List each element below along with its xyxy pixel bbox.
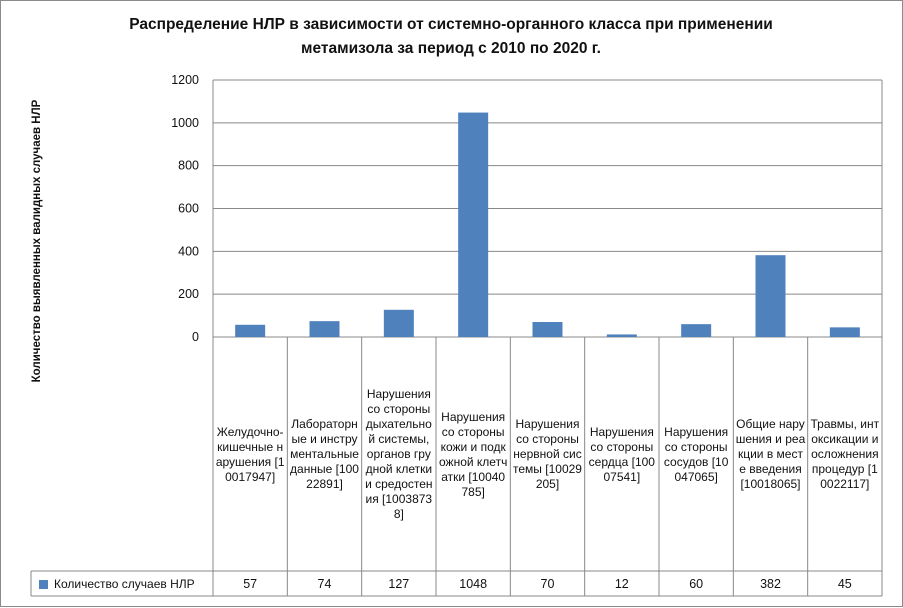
data-label: 70 bbox=[540, 577, 555, 591]
data-label: 74 bbox=[317, 577, 332, 591]
legend-swatch bbox=[39, 580, 48, 589]
x-tick-label: Нарушения со стороны кожи и подкожной клетчатки [10040785] bbox=[439, 409, 508, 499]
x-tick-label: Нарушения со стороны сердца [10007541] bbox=[588, 424, 655, 484]
legend-entry bbox=[31, 572, 213, 596]
data-label: 45 bbox=[837, 577, 852, 591]
bar bbox=[458, 113, 488, 337]
data-label: 60 bbox=[689, 577, 704, 591]
bar bbox=[830, 327, 860, 337]
y-tick-label: 600 bbox=[178, 201, 199, 216]
x-tick-label: Нарушения со стороны дыхательной системы, органов грудной клетки и средостения [10038738] bbox=[365, 387, 433, 521]
y-tick-label: 1000 bbox=[171, 115, 199, 130]
bar bbox=[756, 255, 786, 337]
data-label: 57 bbox=[243, 577, 258, 591]
bar bbox=[235, 325, 265, 337]
data-label: 1048 bbox=[459, 577, 488, 591]
y-axis-label-text: Количество выявленных валидных случаев НЛР bbox=[31, 99, 43, 383]
y-tick-label: 800 bbox=[178, 158, 199, 173]
data-label: 12 bbox=[614, 577, 629, 591]
x-tick-label: Нарушения со стороны нервной системы [10029205] bbox=[513, 417, 582, 491]
y-tick-label: 400 bbox=[178, 244, 199, 259]
y-tick-label: 0 bbox=[192, 330, 199, 344]
bar bbox=[533, 322, 563, 337]
x-tick-label: Лабораторные и инструментальные данные [10022891] bbox=[290, 417, 359, 491]
x-tick-label: Нарушения со стороны сосудов [10047065] bbox=[663, 424, 729, 484]
bar bbox=[384, 310, 414, 337]
bar bbox=[310, 321, 340, 337]
x-tick-label: Травмы, интоксикации и осложнения процедур [10022117] bbox=[810, 417, 880, 491]
legend-label: Количество случаев НЛР bbox=[54, 577, 195, 591]
x-tick-label: Желудочно-кишечные нарушения [10017947] bbox=[215, 424, 285, 484]
x-tick-label: Общие нарушения и реакции в месте введения [10018065] bbox=[735, 417, 806, 491]
y-tick-label: 200 bbox=[178, 287, 199, 302]
data-label: 127 bbox=[388, 577, 410, 591]
y-tick-label: 1200 bbox=[171, 73, 199, 87]
bar bbox=[607, 334, 637, 337]
bar bbox=[681, 324, 711, 337]
chart-title: Распределение НЛР в зависимости от системно-органного класса при применении метамизола за период с 2010 по 2020 г. bbox=[129, 16, 773, 57]
data-label: 382 bbox=[760, 577, 781, 591]
